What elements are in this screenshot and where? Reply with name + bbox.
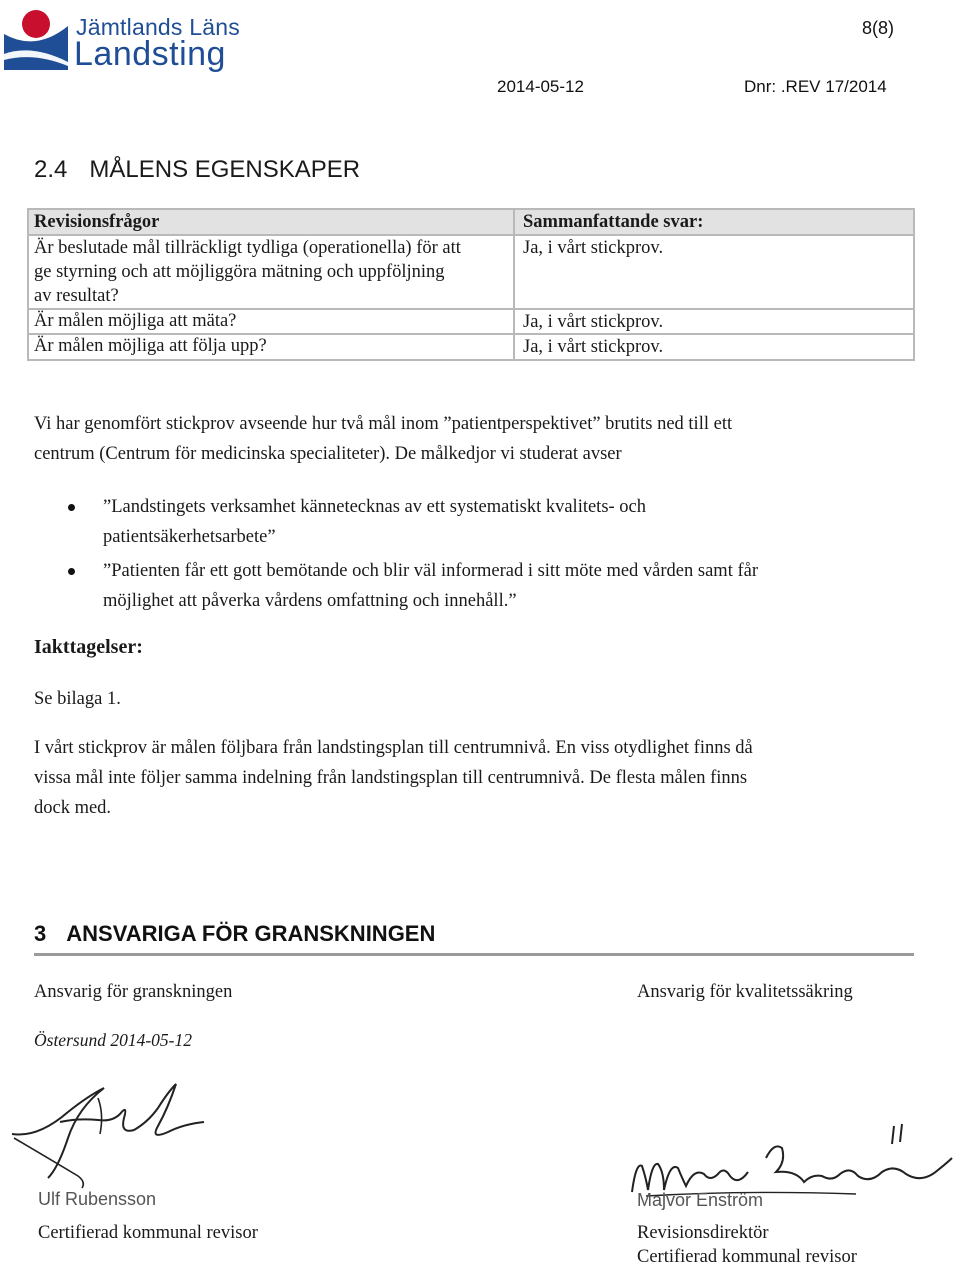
- bullet-icon: [68, 568, 75, 575]
- logo-text-line2: Landsting: [74, 35, 226, 73]
- section-number: 2.4: [34, 156, 68, 183]
- question-text: Är beslutade mål tillräckligt tydliga (operationella) för att: [34, 238, 461, 258]
- intro-line-2: centrum (Centrum för medicinska specialiteter). De målkedjor vi studerat avser: [34, 444, 622, 464]
- section-heading-3: [34, 921, 435, 947]
- bullet-item-line: ”Patienten får ett gott bemötande och blir väl informerad i sitt möte med vården samt får: [103, 561, 758, 581]
- observation-line: I vårt stickprov är målen följbara från landstingsplan till centrumnivå. En viss otydlighet finns då: [34, 738, 753, 758]
- table-header-questions: Revisionsfrågor: [34, 212, 160, 232]
- section-divider: [34, 953, 914, 956]
- answer-text: Ja, i vårt stickprov.: [523, 238, 664, 258]
- left-signatory-name: Ulf Rubensson: [38, 1189, 157, 1209]
- logo-text-line1: Jämtlands Läns: [76, 14, 240, 40]
- question-text: av resultat?: [34, 286, 119, 306]
- logo: [2, 4, 72, 74]
- observations-heading: Iakttagelser:: [34, 636, 143, 658]
- right-signatory-name: Majvor Enström: [637, 1190, 764, 1210]
- see-appendix: Se bilaga 1.: [34, 689, 121, 709]
- answer-text: Ja, i vårt stickprov.: [523, 337, 664, 357]
- section-title: ANSVARIGA FÖR GRANSKNINGEN: [66, 921, 436, 946]
- section-heading-2-4: [34, 156, 360, 184]
- bullet-item-line: möjlighet att påverka vårdens omfattning och innehåll.”: [103, 591, 517, 611]
- right-signatory-title: Revisionsdirektör: [637, 1223, 769, 1243]
- left-signatory-title: Certifierad kommunal revisor: [38, 1223, 258, 1243]
- bullet-item-line: patientsäkerhetsarbete”: [103, 527, 276, 547]
- section-title: MÅLENS EGENSKAPER: [89, 156, 361, 183]
- bullet-item-line: ”Landstingets verksamhet kännetecknas av ett systematiskt kvalitets- och: [103, 497, 647, 517]
- question-text: Är målen möjliga att följa upp?: [34, 336, 267, 356]
- quality-assurance-label: Ansvarig för kvalitetssäkring: [637, 982, 853, 1002]
- answer-text: Ja, i vårt stickprov.: [523, 312, 664, 332]
- page-number: 8(8): [862, 18, 895, 38]
- section-number: 3: [34, 921, 47, 946]
- intro-line-1: Vi har genomfört stickprov avseende hur två mål inom ”patientperspektivet” brutits ned till ett: [34, 414, 733, 434]
- header-dnr: Dnr: .REV 17/2014: [744, 77, 887, 96]
- observation-line: vissa mål inte följer samma indelning från landstingsplan till centrumnivå. De flesta målen finns: [34, 768, 748, 788]
- signature-ulf-rubensson: [8, 1078, 218, 1190]
- question-text: Är målen möjliga att mäta?: [34, 311, 237, 331]
- header-date: 2014-05-12: [497, 77, 584, 96]
- question-text: ge styrning och att möjliggöra mätning och uppföljning: [34, 262, 445, 282]
- bullet-icon: [68, 504, 75, 511]
- questions-table: [27, 208, 915, 361]
- table-header-answers: Sammanfattande svar:: [523, 212, 704, 232]
- place-date: Östersund 2014-05-12: [34, 1030, 192, 1050]
- landsting-logo-icon: [2, 4, 72, 74]
- responsible-label: Ansvarig för granskningen: [34, 982, 233, 1002]
- right-signatory-title: Certifierad kommunal revisor: [637, 1247, 857, 1267]
- observation-line: dock med.: [34, 798, 112, 818]
